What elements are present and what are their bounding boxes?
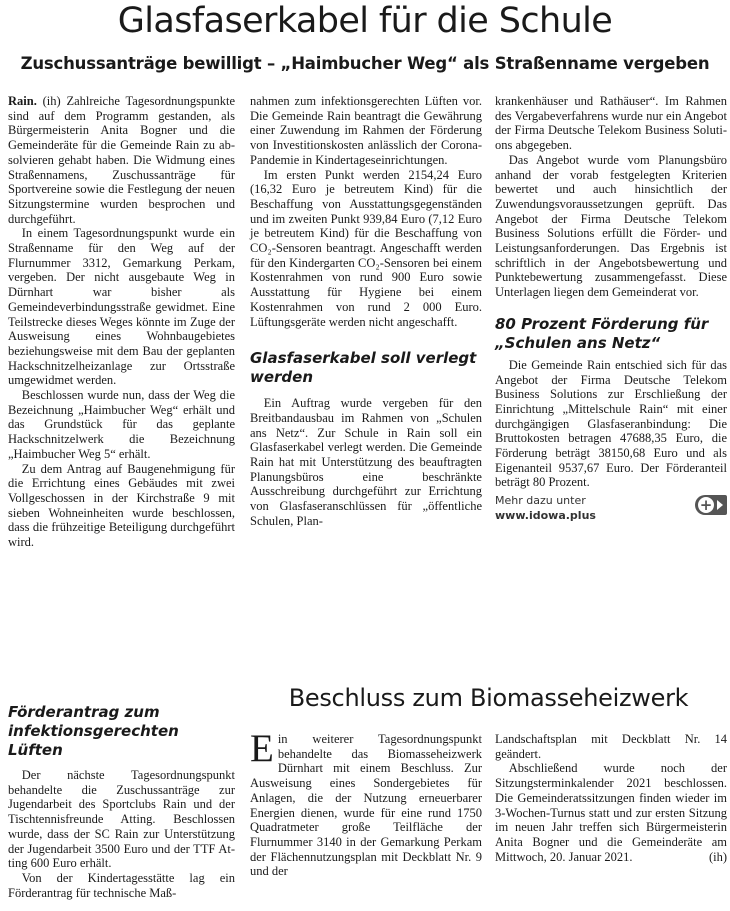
article-paragraph: Beschlossen wurde nun, dass der Weg die Bezeichnung „Haimbucher Weg“ erhält und das Grundstück für das geplante Hackschnitzelwerk die Bezeichnung „Haimbucher Weg 5“ erhält. [8,388,235,461]
more-info-link[interactable]: www.idowa.plus [495,509,596,523]
more-info-box [495,493,727,523]
article-paragraph: Zu dem Antrag auf Baugenehmigung für die Errichtung eines Gebäudes mit zwei Vollgeschossen in der Kirchstraße 9 mit sieben Wohneinheiten wurde beschlossen, dass die frühzeitige Beteiligung durchgeführt wird. [8,461,235,550]
author-signature: (ih) [708,849,727,864]
article-paragraph: nahmen zum infektionsgerechten Lüften vor. Die Gemeinde Rain beantragt die Gewährung einer Zuwendung im Rahmen der Förderung von Investitionskosten anlässlich der Corona-Pandemie in Kindertageseinrichtungen. [250,94,482,167]
article-column-4 [8,703,235,900]
article-paragraph: Landschaftsplan mit Deckblatt Nr. 14 geändert. [495,732,727,761]
sidebar-column-2 [495,732,727,864]
dropcap: E [250,727,274,770]
paragraph-text: in weiterer Tagesordnungspunkt behandelte das Biomasseheizwerk Dürnhart mit einem Beschluss. Zur Ausweisung eines Sondergebietes für Anlagen, die der Nutzung erneuerbarer Energien dienen, wurde für eine rund 1750 Quadratmeter große Teilfläche der Flurnummer 3140 in der Gemarkung Perkam der Flächennutzungsplan mit Deckblatt Nr. 9 und der [250,732,482,879]
article-column-2 [250,94,482,529]
plus-icon[interactable]: + [695,495,727,515]
article-paragraph: Der nächste Tagesordnungspunkt behandelte die Zuschussanträge zur Jugendarbeit des Sportclubs Rain und der Tischtennisfreunde Atting. Beschlossen wurde, dass der SC Rain zur Unterstützung der Jugendarbeit 3500 Euro und der TTF Atting 600 Euro erhält. [8,768,235,871]
article-paragraph: Im ersten Punkt werden 2154,24 Euro (16,32 Euro je betreutem Kind) für die Beschaffung von Ausstattungsgegenständen und im zweiten Punkt 939,84 Euro (7,12 Euro je betreutem Kind) für die Beschaffung von CO₂-Sensoren beantragt. Angeschafft werden für den Kindergarten CO₂-Sensoren bei einem Kostenrahmen von rund 900 Euro sowie Ausstattung für Hygiene bei einem Kostenrahmen von rund 2 000 Euro. Lüftungsgeräte werden nicht angeschafft. [250,167,482,329]
paragraph-text: (ih) Zahlreiche Tagesordnungspunkte sind auf dem Programm gestanden, als Bürgermeisterin Anita Bogner und die Gemeinderäte für die Gemeinde Rain zu absolvieren gehabt haben. Die Widmung eines Straßennamens, Zuschussanträge für Sportvereine sowie die Festlegung der neuen Sitzungstermine wurden besprochen und durchgeführt. [8,94,235,226]
article-paragraph: Von der Kindertagesstätte lag ein Förderantrag für technische Maß- [8,870,235,900]
article-paragraph: Die Gemeinde Rain entschied sich für das Angebot der Firma Deutsche Telekom Business Solutions zur Erschließung der Einrichtung „Mittelschule Rain“ mit einer durchgängigen Glasfaseranbindung: Die Bruttokosten betragen 47688,35 Euro, die Förderung beträgt 38150,68 Euro und als Eigenanteil 9537,67 Euro. Der Förderanteil beträgt 80 Prozent. [495,357,727,490]
article-paragraph [250,727,482,879]
article-paragraph: In einem Tagesordnungspunkt wurde ein Straßenname für den Weg auf der Flurnummer 3312, Gemarkung Perkam, vergeben. Der nicht ausgebaute Weg in Dürnhart war bisher als Gemeindeverbindungsstraße gewidmet. Eine Teilstrecke dieses Weges könnte im Zuge der Ausweisung eines Wohnbaugebietes beziehungsweise mit dem Bau der geplanten Hackschnitzelheizanlage zur Ortsstraße umgewidmet werden. [8,226,235,388]
section-heading-lueften: Förderantrag zum infektionsgerechten Lüften [8,703,179,759]
article-paragraph [495,761,727,864]
more-info-label: Mehr dazu unter [495,494,586,508]
dateline: Rain. [8,94,37,108]
section-heading-foerderung: 80 Prozent Förderung für „Schulen ans Netz“ [495,314,709,352]
article-column-3 [495,94,727,523]
sidebar-headline: Beschluss zum Biomasseheizwerk [288,684,689,712]
sidebar-column-1 [250,727,482,879]
article-paragraph: Ein Auftrag wurde vergeben für den Breitbandausbau im Rahmen von „Schulen ans Netz“. Zur Schule in Rain soll ein Glasfaserkabel verlegt werden. Die Gemeinde Rain hat mit Unterstützung des beauftragten Planungsbüros eine beschränkte Ausschreibung durchgeführt zur Errichtung von Glasfaseranschlüssen für „öffentliche Schulen, Plan- [250,396,482,528]
article-column-1 [8,94,235,550]
paragraph-text: Abschließend wurde noch der Sitzungsterminkalender 2021 beschlossen. Die Gemeinderatssitzungen finden wieder im 3-Wochen-Turnus statt und zur ersten Sitzung im neuen Jahr treffen sich Bürgermeisterin Anita Bogner und die Gemeinderäte am Mittwoch, 20. Januar 2021. [495,761,727,864]
article-paragraph: krankenhäuser und Rathäuser“. Im Rahmen des Vergabeverfahrens wurde nur ein Angebot der Firma Deutsche Telekom Business Solutions abgegeben. [495,94,727,153]
headline: Glasfaserkabel für die Schule [117,1,613,41]
section-heading-glasfaser: Glasfaserkabel soll verlegt werden [250,349,477,387]
subheadline: Zuschussanträge bewilligt – „Haimbucher Weg“ als Straßenname vergeben [20,54,710,73]
article-paragraph: Das Angebot wurde vom Planungsbüro anhand der vorab festgelegten Kriterien bewertet und auch hinsichtlich der Zuwendungsvoraussetzungen geprüft. Das Angebot der Firma Deutsche Telekom Business Solutions erfüllt die Förder- und Leistungsanforderungen. Das Ergebnis ist schriftlich in der Angebotsbewertung und Punktebewertung zusammengefasst. Diese Unterlagen liegen dem Gemeinderat vor. [495,152,727,300]
article-paragraph [8,94,235,226]
